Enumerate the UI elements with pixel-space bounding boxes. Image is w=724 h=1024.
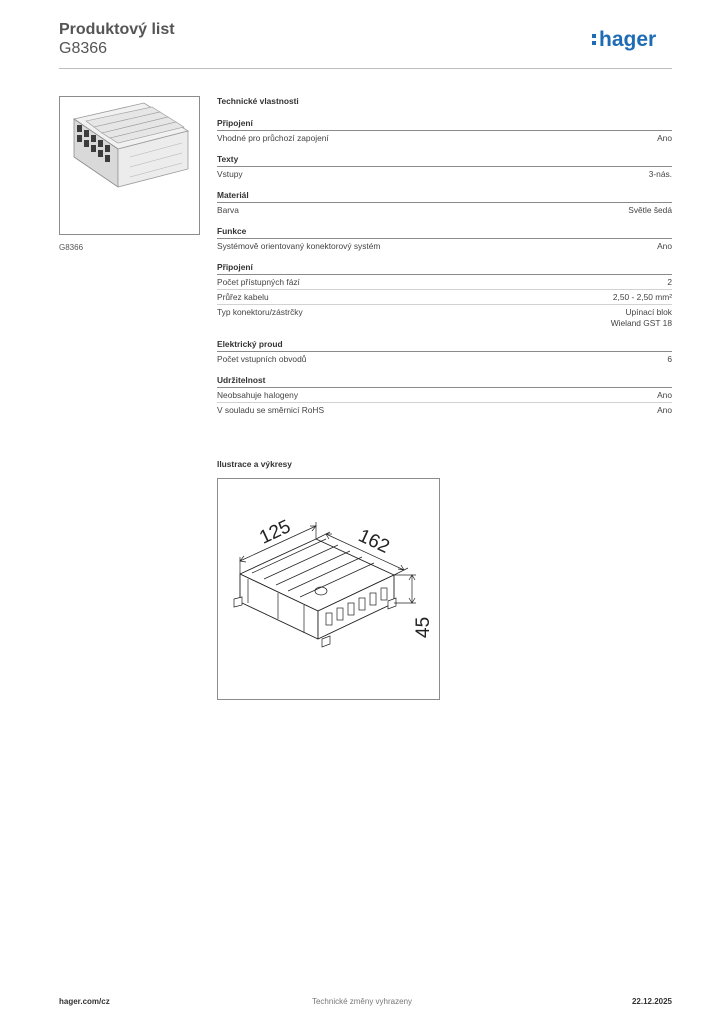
product-code: G8366: [59, 40, 108, 57]
dimension-drawing: [217, 478, 440, 700]
property-label: Systémově orientovaný konektorový systém: [217, 241, 381, 251]
property-value: 2,50 - 2,50 mm²: [612, 292, 672, 302]
property-group: [217, 374, 672, 417]
header-divider: [59, 68, 672, 69]
footer-date: 22.12.2025: [631, 997, 672, 1006]
property-group-title: Elektrický proud: [217, 338, 672, 352]
property-group-title: Funkce: [217, 225, 672, 239]
property-value-line: Wieland GST 18: [610, 318, 672, 328]
property-row: [217, 203, 672, 217]
connector-block-photo-icon: [60, 97, 199, 234]
dimension-height-label: 45: [413, 616, 434, 638]
connector-dimension-drawing-icon: [218, 479, 439, 699]
dimension-width-label: 125: [256, 516, 294, 549]
property-label: Typ konektoru/zástrčky: [217, 307, 303, 317]
brand-name: hager: [599, 28, 657, 51]
property-value: 3-nás.: [648, 169, 672, 179]
property-value: [611, 307, 672, 329]
property-group: [217, 261, 672, 330]
property-group: [217, 153, 672, 181]
hager-logo: [590, 26, 672, 56]
property-group: [217, 117, 672, 145]
property-row: [217, 131, 672, 145]
properties-heading: Technické vlastnosti: [217, 96, 299, 106]
property-value-line: Upínací blok: [625, 307, 672, 317]
property-row: [217, 388, 672, 403]
property-row: [217, 352, 672, 366]
logo-dot-bottom: [592, 41, 596, 45]
property-label: Průřez kabelu: [217, 292, 269, 302]
illustration-heading: Ilustrace a výkresy: [217, 459, 292, 469]
property-row: [217, 167, 672, 181]
page-title: Produktový list: [59, 21, 175, 38]
property-label: Počet přístupných fází: [217, 277, 300, 287]
property-row: [217, 239, 672, 253]
property-label: Počet vstupních obvodů: [217, 354, 307, 364]
product-photo: [59, 96, 200, 235]
property-group: [217, 189, 672, 217]
property-group-title: Připojení: [217, 117, 672, 131]
property-label: Vstupy: [217, 169, 243, 179]
dimension-length-label: 162: [355, 525, 393, 558]
logo-dot-top: [592, 34, 596, 38]
property-value: 6: [667, 354, 672, 364]
property-group-title: Připojení: [217, 261, 672, 275]
technical-properties: [217, 95, 672, 425]
property-group: [217, 225, 672, 253]
property-label: V souladu se směrnicí RoHS: [217, 405, 325, 415]
property-value: Světle šedá: [628, 205, 672, 215]
property-row: [217, 290, 672, 305]
property-group-title: Udržitelnost: [217, 374, 672, 388]
property-label: Vhodné pro průchozí zapojení: [217, 133, 329, 143]
property-row: [217, 275, 672, 290]
footer-notice: Technické změny vyhrazeny: [311, 997, 413, 1006]
property-group-title: Texty: [217, 153, 672, 167]
property-group-title: Materiál: [217, 189, 672, 203]
property-label: Neobsahuje halogeny: [217, 390, 299, 400]
photo-caption: G8366: [59, 243, 84, 252]
property-group: [217, 338, 672, 366]
property-value: Ano: [657, 405, 672, 415]
property-value: Ano: [657, 241, 672, 251]
property-row: [217, 305, 672, 330]
property-value: 2: [667, 277, 672, 287]
property-row: [217, 403, 672, 417]
property-groups: [217, 117, 672, 417]
footer-website[interactable]: hager.com/cz: [59, 997, 110, 1006]
property-value: Ano: [657, 133, 672, 143]
property-value: Ano: [657, 390, 672, 400]
property-label: Barva: [217, 205, 239, 215]
